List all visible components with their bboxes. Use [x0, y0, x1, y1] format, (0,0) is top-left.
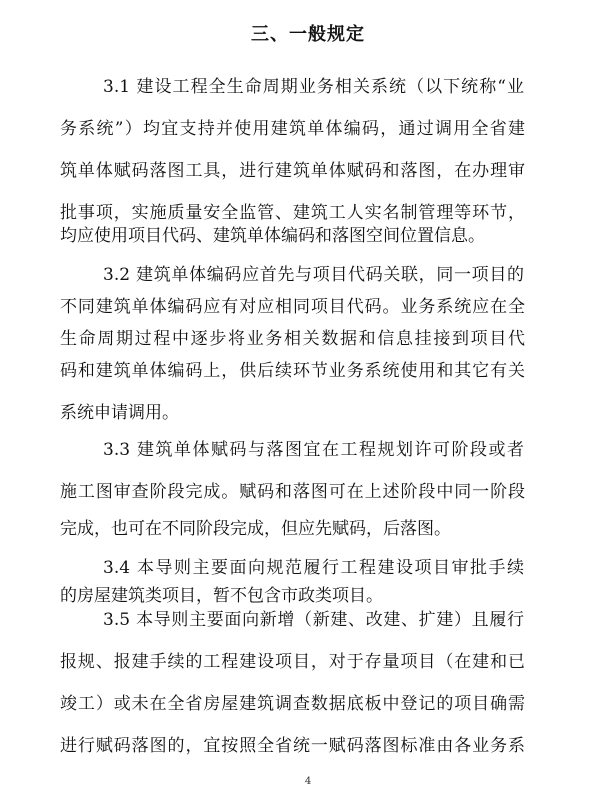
paragraph-3-1-line-2: 务系统”）均宜支持并使用建筑单体编码，通过调用全省建 [60, 119, 525, 139]
paragraph-3-4-line-2: 的房屋建筑类项目，暂不包含市政类项目。 [60, 586, 383, 606]
paragraph-3-1-line-4: 批事项，实施质量安全监管、建筑工人实名制管理等环节， [60, 203, 525, 223]
paragraph-3-2-line-2: 不同建筑单体编码应有对应相同项目代码。业务系统应在全 [60, 297, 525, 317]
paragraph-3-5-line-4: 进行赋码落图的，宜按照全省统一赋码落图标准由各业务系 [60, 736, 525, 756]
paragraph-3-1-line-1: 3.1 建设工程全生命周期业务相关系统（以下统称“业 [103, 77, 524, 97]
paragraph-3-5-line-3: 竣工）或未在全省房屋建筑调查数据底板中登记的项目确需 [60, 694, 525, 714]
page-number: 4 [304, 776, 312, 787]
paragraph-3-2-line-1: 3.2 建筑单体编码应首先与项目代码关联，同一项目的 [103, 265, 524, 285]
paragraph-3-5-line-2: 报规、报建手续的工程建设项目，对于存量项目（在建和已 [60, 652, 525, 672]
paragraph-3-2-line-3: 生命周期过程中逐步将业务相关数据和信息挂接到项目代 [60, 329, 525, 349]
paragraph-3-2-line-5: 系统申请调用。 [60, 403, 179, 423]
paragraph-3-1-line-5: 均应使用项目代码、建筑单体编码和落图空间位置信息。 [60, 226, 485, 246]
paragraph-3-3-line-1: 3.3 建筑单体赋码与落图宜在工程规划许可阶段或者 [103, 440, 524, 460]
paragraph-3-2-line-4: 码和建筑单体编码上，供后续环节业务系统使用和其它有关 [60, 361, 525, 381]
paragraph-3-3-line-3: 完成，也可在不同阶段完成，但应先赋码，后落图。 [60, 519, 451, 539]
section-heading: 三、一般规定 [251, 24, 365, 45]
paragraph-3-1-line-3: 筑单体赋码落图工具，进行建筑单体赋码和落图，在办理审 [60, 161, 525, 181]
paragraph-3-5-line-1: 3.5 本导则主要面向新增（新建、改建、扩建）且履行 [103, 610, 524, 630]
paragraph-3-3-line-2: 施工图审查阶段完成。赋码和落图可在上述阶段中同一阶段 [60, 482, 525, 502]
paragraph-3-4-line-1: 3.4 本导则主要面向规范履行工程建设项目审批手续 [103, 558, 524, 578]
